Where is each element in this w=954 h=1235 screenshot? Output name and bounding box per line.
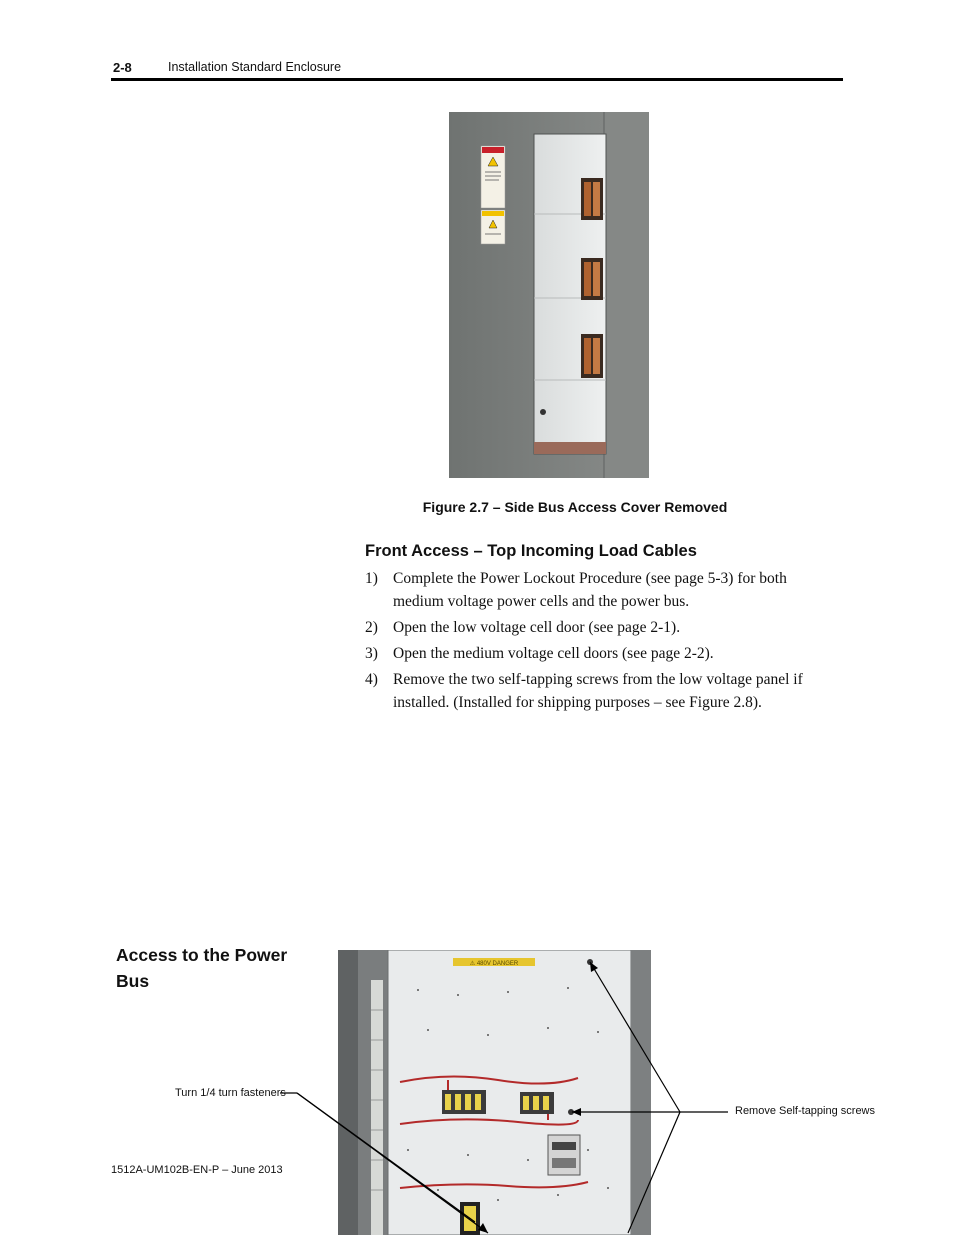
self-tapping-screw [568, 1109, 574, 1115]
step-1: 1) Complete the Power Lockout Procedure (see page 5-3) for both medium voltage power cells and the power bus. [365, 570, 787, 610]
step-3: 3) Open the medium voltage cell doors (see page 2-2). [365, 645, 714, 662]
fuse-holder [460, 1202, 480, 1235]
front-access-title: Front Access – Top Incoming Load Cables [365, 542, 697, 560]
bus-bar-2 [581, 258, 603, 300]
caution-label [481, 210, 505, 244]
contactor [548, 1135, 580, 1175]
callout-remove-screws: Remove Self-tapping screws [735, 1105, 876, 1117]
panel-sticker: ⚠ 480V DANGER [469, 961, 519, 967]
danger-label [481, 146, 505, 208]
access-power-bus-heading: Access to the Power Bus [116, 945, 288, 991]
figure-2-7-photo [449, 112, 649, 478]
bus-bar-1 [581, 178, 603, 220]
bus-bar-3 [581, 334, 603, 378]
page-header [111, 58, 843, 81]
header-title: Installation Standard Enclosure [168, 60, 342, 74]
self-tapping-screw [587, 959, 593, 965]
step-2: 2) Open the low voltage cell door (see page 2-1). [365, 619, 681, 636]
figure-2-7-caption: Figure 2.7 – Side Bus Access Cover Removed [422, 499, 728, 515]
page-footer: 1512A-UM102B-EN-P – June 2013 [111, 1164, 283, 1176]
callout-turn-fasteners: Turn 1/4 turn fasteners [175, 1087, 286, 1099]
terminal-block-1 [442, 1090, 486, 1114]
terminal-block-2 [520, 1092, 554, 1114]
side-bus-enclosure-illustration [449, 112, 649, 478]
figure-2-8-photo [338, 950, 651, 1235]
step-4: 4) Remove the two self-tapping screws from the low voltage panel if installed. (Installed for shipping purposes – see Figure 2.8). [365, 671, 803, 711]
page-number: 2-8 [113, 60, 132, 75]
front-access-steps [365, 567, 835, 717]
wire-duct [371, 980, 383, 1235]
low-voltage-panel-illustration [338, 950, 651, 1235]
